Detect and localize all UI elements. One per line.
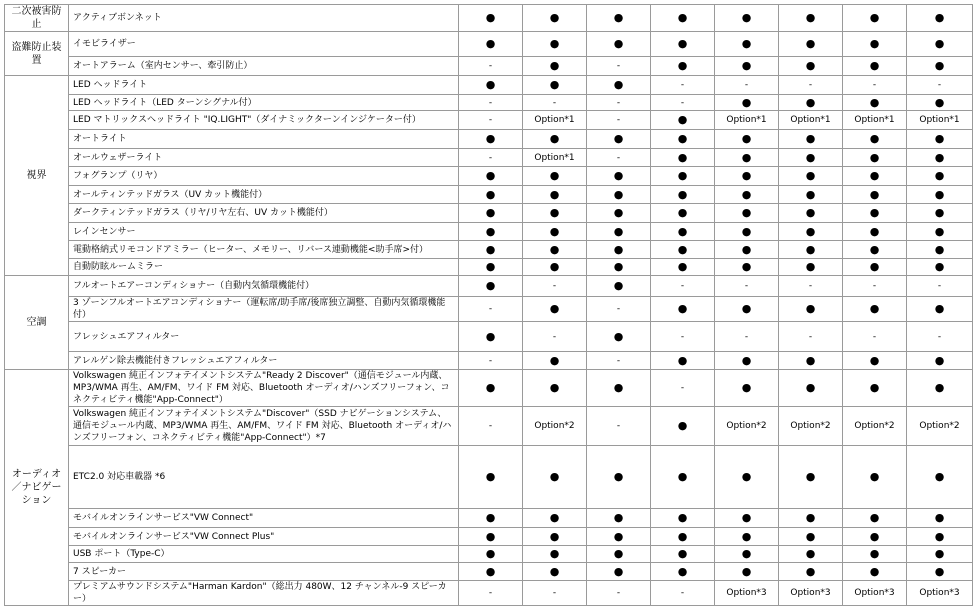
standard-dot-cell: ●: [587, 322, 651, 352]
feature-label: Volkswagen 純正インフォテイメントシステム"Ready 2 Discover"（通信モジュール内蔵、MP3/WMA 再生、AM/FM、ワイド FM 対応、Bluetooth オーディオ/ハンズフリーフォン、コネクティビティ機能"App-Connect"）: [69, 370, 459, 407]
standard-dot-cell: ●: [843, 546, 907, 563]
standard-dot-cell: ●: [651, 407, 715, 446]
table-row: [5, 581, 973, 606]
standard-dot-cell: ●: [459, 276, 523, 297]
table-row: [5, 407, 973, 446]
table-row: [5, 186, 973, 204]
table-row: [5, 297, 973, 322]
standard-dot-cell: ●: [907, 509, 973, 528]
standard-dot-cell: ●: [587, 370, 651, 407]
not-available-cell: -: [587, 95, 651, 111]
standard-dot-cell: ●: [779, 32, 843, 57]
option-cell: Option*2: [715, 407, 779, 446]
standard-dot-cell: ●: [715, 563, 779, 581]
standard-dot-cell: ●: [779, 297, 843, 322]
standard-dot-cell: ●: [715, 57, 779, 76]
standard-dot-cell: ●: [459, 563, 523, 581]
standard-dot-cell: ●: [523, 446, 587, 509]
standard-dot-cell: ●: [459, 241, 523, 259]
standard-dot-cell: ●: [779, 509, 843, 528]
standard-dot-cell: ●: [523, 563, 587, 581]
table-row: [5, 546, 973, 563]
not-available-cell: -: [459, 297, 523, 322]
standard-dot-cell: ●: [715, 352, 779, 370]
standard-dot-cell: ●: [651, 241, 715, 259]
not-available-cell: -: [651, 95, 715, 111]
standard-dot-cell: ●: [459, 223, 523, 241]
standard-dot-cell: ●: [587, 130, 651, 149]
standard-dot-cell: ●: [651, 528, 715, 546]
feature-label: 3 ゾーンフルオートエアコンディショナー（運転席/助手席/後席独立調整、自動内気循環機能付）: [69, 297, 459, 322]
standard-dot-cell: ●: [587, 563, 651, 581]
standard-dot-cell: ●: [715, 149, 779, 167]
standard-dot-cell: ●: [779, 95, 843, 111]
feature-label: アクティブボンネット: [69, 5, 459, 32]
standard-dot-cell: ●: [651, 130, 715, 149]
standard-dot-cell: ●: [587, 528, 651, 546]
standard-dot-cell: ●: [779, 130, 843, 149]
option-cell: Option*3: [907, 581, 973, 606]
option-cell: Option*3: [843, 581, 907, 606]
not-available-cell: -: [523, 322, 587, 352]
standard-dot-cell: ●: [907, 370, 973, 407]
not-available-cell: -: [779, 276, 843, 297]
table-row: [5, 276, 973, 297]
not-available-cell: -: [459, 57, 523, 76]
not-available-cell: -: [459, 95, 523, 111]
table-row: [5, 322, 973, 352]
standard-dot-cell: ●: [843, 32, 907, 57]
standard-dot-cell: ●: [715, 130, 779, 149]
not-available-cell: -: [523, 276, 587, 297]
standard-dot-cell: ●: [843, 370, 907, 407]
standard-dot-cell: ●: [715, 5, 779, 32]
standard-dot-cell: ●: [523, 509, 587, 528]
feature-label: USB ポート（Type-C）: [69, 546, 459, 563]
table-row: [5, 241, 973, 259]
not-available-cell: -: [587, 149, 651, 167]
standard-dot-cell: ●: [523, 130, 587, 149]
feature-label: LED マトリックスヘッドライト "IQ.LIGHT"（ダイナミックターンインジケーター付）: [69, 111, 459, 130]
standard-dot-cell: ●: [459, 5, 523, 32]
standard-dot-cell: ●: [587, 223, 651, 241]
standard-dot-cell: ●: [715, 186, 779, 204]
standard-dot-cell: ●: [779, 5, 843, 32]
feature-label: Volkswagen 純正インフォテイメントシステム"Discover"（SSD ナビゲーションシステム、通信モジュール内蔵、MP3/WMA 再生、AM/FM、ワイド FM 対応、Bluetooth オーディオ/ハンズフリーフォン、コネクティビティ機能"App-Connect"）*7: [69, 407, 459, 446]
standard-dot-cell: ●: [651, 111, 715, 130]
not-available-cell: -: [587, 57, 651, 76]
standard-dot-cell: ●: [843, 528, 907, 546]
option-cell: Option*3: [715, 581, 779, 606]
standard-dot-cell: ●: [587, 276, 651, 297]
not-available-cell: -: [843, 76, 907, 95]
standard-dot-cell: ●: [907, 223, 973, 241]
standard-dot-cell: ●: [715, 223, 779, 241]
standard-dot-cell: ●: [715, 167, 779, 186]
not-available-cell: -: [779, 76, 843, 95]
feature-label: ETC2.0 対応車載器 *6: [69, 446, 459, 509]
not-available-cell: -: [459, 149, 523, 167]
not-available-cell: -: [651, 581, 715, 606]
not-available-cell: -: [779, 322, 843, 352]
standard-dot-cell: ●: [715, 528, 779, 546]
feature-label: フレッシュエアフィルター: [69, 322, 459, 352]
not-available-cell: -: [459, 581, 523, 606]
standard-dot-cell: ●: [587, 509, 651, 528]
spec-body: [5, 5, 973, 606]
standard-dot-cell: ●: [715, 509, 779, 528]
feature-label: イモビライザー: [69, 32, 459, 57]
standard-dot-cell: ●: [715, 95, 779, 111]
not-available-cell: -: [587, 352, 651, 370]
option-cell: Option*1: [715, 111, 779, 130]
feature-label: LED ヘッドライト: [69, 76, 459, 95]
standard-dot-cell: ●: [779, 563, 843, 581]
not-available-cell: -: [907, 76, 973, 95]
standard-dot-cell: ●: [779, 57, 843, 76]
not-available-cell: -: [715, 76, 779, 95]
standard-dot-cell: ●: [523, 186, 587, 204]
standard-dot-cell: ●: [843, 509, 907, 528]
standard-dot-cell: ●: [459, 528, 523, 546]
standard-dot-cell: ●: [459, 76, 523, 95]
standard-dot-cell: ●: [523, 370, 587, 407]
standard-dot-cell: ●: [523, 297, 587, 322]
table-row: [5, 95, 973, 111]
standard-dot-cell: ●: [779, 546, 843, 563]
category-audio-navigation: オーディオ／ナビゲーション: [5, 370, 69, 606]
standard-dot-cell: ●: [459, 186, 523, 204]
not-available-cell: -: [459, 352, 523, 370]
standard-dot-cell: ●: [587, 546, 651, 563]
standard-dot-cell: ●: [779, 241, 843, 259]
standard-dot-cell: ●: [651, 446, 715, 509]
standard-dot-cell: ●: [843, 95, 907, 111]
standard-dot-cell: ●: [907, 149, 973, 167]
option-cell: Option*2: [907, 407, 973, 446]
not-available-cell: -: [907, 276, 973, 297]
table-row: [5, 204, 973, 223]
standard-dot-cell: ●: [523, 32, 587, 57]
standard-dot-cell: ●: [523, 352, 587, 370]
option-cell: Option*1: [843, 111, 907, 130]
standard-dot-cell: ●: [907, 186, 973, 204]
not-available-cell: -: [843, 322, 907, 352]
category-anti-theft: 盗難防止装置: [5, 32, 69, 76]
standard-dot-cell: ●: [523, 528, 587, 546]
table-row: [5, 130, 973, 149]
standard-dot-cell: ●: [907, 167, 973, 186]
standard-dot-cell: ●: [651, 259, 715, 276]
table-row: [5, 528, 973, 546]
standard-dot-cell: ●: [779, 149, 843, 167]
standard-dot-cell: ●: [651, 149, 715, 167]
feature-label: プレミアムサウンドシステム"Harman Kardon"（総出力 480W、12 チャンネル-9 スピーカー）: [69, 581, 459, 606]
standard-dot-cell: ●: [459, 32, 523, 57]
standard-dot-cell: ●: [651, 186, 715, 204]
standard-dot-cell: ●: [907, 130, 973, 149]
not-available-cell: -: [907, 322, 973, 352]
standard-dot-cell: ●: [907, 32, 973, 57]
not-available-cell: -: [587, 581, 651, 606]
feature-label: レインセンサー: [69, 223, 459, 241]
standard-dot-cell: ●: [715, 370, 779, 407]
standard-dot-cell: ●: [779, 186, 843, 204]
standard-dot-cell: ●: [587, 259, 651, 276]
table-row: [5, 509, 973, 528]
option-cell: Option*1: [779, 111, 843, 130]
standard-dot-cell: ●: [715, 241, 779, 259]
standard-dot-cell: ●: [843, 130, 907, 149]
standard-dot-cell: ●: [779, 204, 843, 223]
standard-dot-cell: ●: [843, 241, 907, 259]
standard-dot-cell: ●: [907, 563, 973, 581]
standard-dot-cell: ●: [651, 297, 715, 322]
standard-dot-cell: ●: [907, 95, 973, 111]
standard-dot-cell: ●: [843, 297, 907, 322]
standard-dot-cell: ●: [715, 297, 779, 322]
option-cell: Option*1: [523, 149, 587, 167]
not-available-cell: -: [459, 407, 523, 446]
standard-dot-cell: ●: [907, 528, 973, 546]
standard-dot-cell: ●: [907, 57, 973, 76]
standard-dot-cell: ●: [459, 446, 523, 509]
table-row: [5, 563, 973, 581]
table-row: [5, 352, 973, 370]
feature-label: アレルゲン除去機能付きフレッシュエアフィルター: [69, 352, 459, 370]
standard-dot-cell: ●: [907, 546, 973, 563]
standard-dot-cell: ●: [715, 446, 779, 509]
table-row: [5, 5, 973, 32]
table-row: [5, 76, 973, 95]
option-cell: Option*3: [779, 581, 843, 606]
table-row: [5, 111, 973, 130]
not-available-cell: -: [523, 581, 587, 606]
standard-dot-cell: ●: [587, 32, 651, 57]
standard-dot-cell: ●: [907, 352, 973, 370]
standard-dot-cell: ●: [523, 241, 587, 259]
standard-dot-cell: ●: [651, 57, 715, 76]
not-available-cell: -: [651, 76, 715, 95]
not-available-cell: -: [459, 111, 523, 130]
not-available-cell: -: [651, 322, 715, 352]
standard-dot-cell: ●: [779, 223, 843, 241]
table-row: [5, 370, 973, 407]
feature-label: 自動防眩ルームミラー: [69, 259, 459, 276]
table-row: [5, 167, 973, 186]
feature-label: オールティンテッドガラス（UV カット機能付）: [69, 186, 459, 204]
feature-label: フォグランプ（リヤ）: [69, 167, 459, 186]
table-row: [5, 259, 973, 276]
standard-dot-cell: ●: [779, 352, 843, 370]
standard-dot-cell: ●: [587, 167, 651, 186]
standard-dot-cell: ●: [843, 352, 907, 370]
not-available-cell: -: [587, 407, 651, 446]
standard-dot-cell: ●: [523, 223, 587, 241]
standard-dot-cell: ●: [587, 204, 651, 223]
not-available-cell: -: [587, 297, 651, 322]
standard-dot-cell: ●: [651, 32, 715, 57]
feature-label: LED ヘッドライト（LED ターンシグナル付）: [69, 95, 459, 111]
table-row: [5, 223, 973, 241]
standard-dot-cell: ●: [587, 186, 651, 204]
category-secondary-damage: 二次被害防止: [5, 5, 69, 32]
not-available-cell: -: [843, 276, 907, 297]
standard-dot-cell: ●: [523, 57, 587, 76]
table-row: [5, 57, 973, 76]
standard-dot-cell: ●: [459, 259, 523, 276]
standard-dot-cell: ●: [651, 167, 715, 186]
standard-dot-cell: ●: [843, 57, 907, 76]
standard-dot-cell: ●: [843, 259, 907, 276]
table-row: [5, 149, 973, 167]
standard-dot-cell: ●: [651, 5, 715, 32]
standard-dot-cell: ●: [651, 223, 715, 241]
standard-dot-cell: ●: [587, 5, 651, 32]
standard-dot-cell: ●: [843, 5, 907, 32]
standard-dot-cell: ●: [779, 446, 843, 509]
standard-dot-cell: ●: [651, 204, 715, 223]
standard-dot-cell: ●: [523, 167, 587, 186]
standard-dot-cell: ●: [907, 446, 973, 509]
standard-dot-cell: ●: [907, 5, 973, 32]
standard-dot-cell: ●: [907, 259, 973, 276]
standard-dot-cell: ●: [523, 546, 587, 563]
category-visibility: 視界: [5, 76, 69, 276]
standard-dot-cell: ●: [523, 76, 587, 95]
standard-dot-cell: ●: [459, 130, 523, 149]
option-cell: Option*2: [843, 407, 907, 446]
standard-dot-cell: ●: [651, 509, 715, 528]
not-available-cell: -: [587, 111, 651, 130]
standard-dot-cell: ●: [779, 528, 843, 546]
standard-dot-cell: ●: [459, 167, 523, 186]
spec-table: [4, 4, 973, 606]
option-cell: Option*2: [779, 407, 843, 446]
standard-dot-cell: ●: [779, 259, 843, 276]
standard-dot-cell: ●: [459, 546, 523, 563]
feature-label: 7 スピーカー: [69, 563, 459, 581]
not-available-cell: -: [651, 370, 715, 407]
standard-dot-cell: ●: [843, 167, 907, 186]
table-row: [5, 446, 973, 509]
standard-dot-cell: ●: [907, 204, 973, 223]
standard-dot-cell: ●: [907, 241, 973, 259]
standard-dot-cell: ●: [523, 259, 587, 276]
standard-dot-cell: ●: [459, 509, 523, 528]
feature-label: モバイルオンラインサービス"VW Connect Plus": [69, 528, 459, 546]
category-air-conditioning: 空調: [5, 276, 69, 370]
feature-label: オートライト: [69, 130, 459, 149]
standard-dot-cell: ●: [651, 352, 715, 370]
standard-dot-cell: ●: [715, 259, 779, 276]
feature-label: モバイルオンラインサービス"VW Connect": [69, 509, 459, 528]
feature-label: オールウェザーライト: [69, 149, 459, 167]
standard-dot-cell: ●: [843, 223, 907, 241]
standard-dot-cell: ●: [843, 149, 907, 167]
feature-label: フルオートエアーコンディショナー（自動内気循環機能付）: [69, 276, 459, 297]
feature-label: ダークティンテッドガラス（リヤ/リヤ左右、UV カット機能付）: [69, 204, 459, 223]
standard-dot-cell: ●: [715, 204, 779, 223]
option-cell: Option*1: [907, 111, 973, 130]
standard-dot-cell: ●: [587, 76, 651, 95]
standard-dot-cell: ●: [715, 32, 779, 57]
standard-dot-cell: ●: [843, 563, 907, 581]
standard-dot-cell: ●: [587, 446, 651, 509]
standard-dot-cell: ●: [459, 204, 523, 223]
standard-dot-cell: ●: [715, 546, 779, 563]
standard-dot-cell: ●: [651, 546, 715, 563]
not-available-cell: -: [715, 276, 779, 297]
feature-label: オートアラーム（室内センサー、牽引防止）: [69, 57, 459, 76]
not-available-cell: -: [651, 276, 715, 297]
standard-dot-cell: ●: [459, 322, 523, 352]
standard-dot-cell: ●: [843, 204, 907, 223]
standard-dot-cell: ●: [523, 5, 587, 32]
standard-dot-cell: ●: [907, 297, 973, 322]
feature-label: 電動格納式リモコンドアミラー（ヒーター、メモリー、リバース連動機能<助手席>付）: [69, 241, 459, 259]
not-available-cell: -: [523, 95, 587, 111]
standard-dot-cell: ●: [843, 186, 907, 204]
standard-dot-cell: ●: [779, 370, 843, 407]
standard-dot-cell: ●: [651, 563, 715, 581]
standard-dot-cell: ●: [459, 370, 523, 407]
standard-dot-cell: ●: [587, 241, 651, 259]
option-cell: Option*2: [523, 407, 587, 446]
standard-dot-cell: ●: [779, 167, 843, 186]
standard-dot-cell: ●: [523, 204, 587, 223]
standard-dot-cell: ●: [843, 446, 907, 509]
option-cell: Option*1: [523, 111, 587, 130]
not-available-cell: -: [715, 322, 779, 352]
table-row: [5, 32, 973, 57]
